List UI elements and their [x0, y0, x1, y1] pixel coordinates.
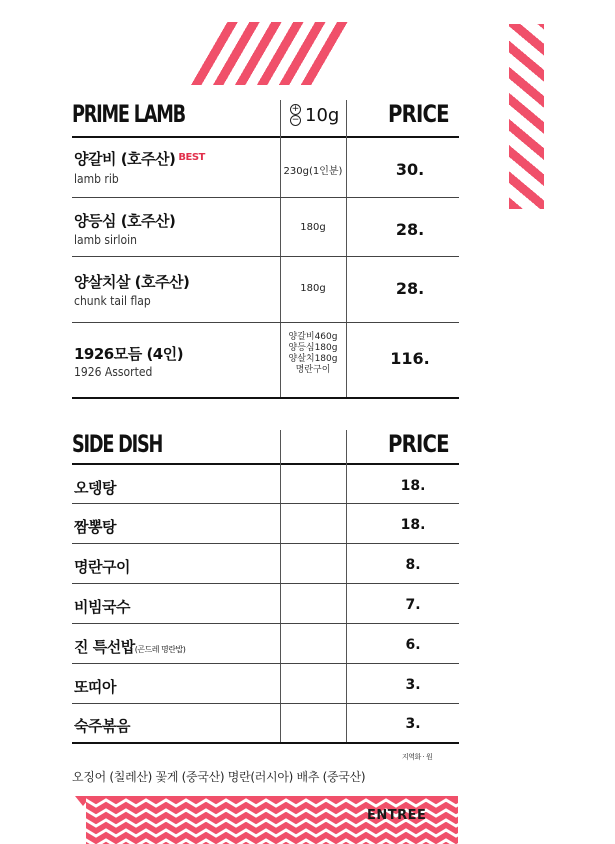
divider	[72, 583, 459, 584]
origin-note-small: 지역화 · 원	[402, 753, 433, 761]
side-item-price: 6.	[405, 637, 421, 653]
menu-item-weight: 230g(1인분)	[283, 166, 343, 177]
weight-line: 양갈비460g	[288, 332, 338, 342]
side-item-name: 명란구이	[74, 558, 130, 576]
section-title-side: SIDE DISH	[72, 430, 163, 458]
footer-label: ENTREE	[367, 808, 427, 823]
divider	[72, 397, 459, 399]
plus-icon: +	[291, 104, 300, 114]
best-badge: BEST	[178, 152, 205, 163]
menu-item-name: 양등심 (호주산)	[74, 212, 176, 230]
divider	[72, 322, 459, 323]
zigzag-line	[86, 830, 458, 836]
divider	[72, 623, 459, 624]
zigzag-line	[86, 840, 458, 844]
side-item-price: 18.	[400, 517, 426, 533]
menu-item-price: 28.	[395, 279, 425, 298]
weight-header	[290, 104, 339, 126]
divider	[72, 503, 459, 504]
side-item-name: 짬뽕탕	[74, 518, 116, 536]
menu-item-weight-list	[280, 332, 346, 376]
divider	[72, 543, 459, 544]
divider	[72, 197, 459, 198]
price-header-lamb: PRICE	[388, 100, 449, 128]
menu-item-english: chunk tail flap	[74, 294, 151, 308]
column-divider	[280, 430, 281, 742]
side-item-price: 3.	[405, 677, 421, 693]
weight-line: 명란구이	[295, 365, 331, 375]
menu-item-price: 28.	[395, 220, 425, 239]
menu-item-name: 1926모듬 (4인)	[74, 345, 184, 363]
menu-item-name: 양갈비 (호주산) $^{BEST}$	[74, 150, 205, 168]
column-divider	[346, 100, 347, 398]
side-item-note: (곤드레 명란밥)	[134, 645, 186, 654]
minus-icon: −	[291, 115, 300, 125]
divider	[72, 463, 459, 465]
menu-item-english: 1926 Assorted	[74, 365, 153, 379]
menu-item-english: lamb rib	[74, 172, 119, 186]
divider	[72, 703, 459, 704]
menu-item-name: 양살치살 (호주산)	[74, 273, 190, 291]
divider	[72, 136, 459, 138]
side-item-name: 숙주볶음	[74, 717, 130, 735]
origin-info: 오징어 (칠레산) 꽃게 (중국산) 명란(러시아) 배추 (중국산)	[72, 770, 366, 784]
side-item-price: 18.	[400, 478, 426, 494]
weight-line: 양살치180g	[288, 354, 338, 364]
side-item-name: 진 특선밥(곤드레 명란밥)	[74, 638, 186, 656]
section-title-lamb: PRIME LAMB	[72, 100, 185, 128]
menu-item-price: 30.	[395, 160, 425, 179]
side-item-name: 오뎅탕	[74, 479, 116, 497]
divider	[72, 742, 459, 744]
side-item-price: 3.	[405, 716, 421, 732]
side-stripe-decoration	[509, 24, 544, 209]
side-item-price: 7.	[405, 597, 421, 613]
price-header-side: PRICE	[388, 430, 449, 458]
column-divider	[346, 430, 347, 742]
menu-item-english: lamb sirloin	[74, 233, 137, 247]
menu-item-price: 116.	[390, 349, 430, 368]
menu-item-weight: 180g	[300, 222, 326, 233]
top-stripe-decoration	[190, 22, 355, 85]
menu-item-weight: 180g	[300, 283, 326, 294]
side-item-name: 비빔국수	[74, 598, 130, 616]
divider	[72, 663, 459, 664]
zigzag-line	[86, 800, 458, 806]
side-item-name: 또띠아	[74, 678, 116, 696]
divider	[72, 256, 459, 257]
side-item-price: 8.	[405, 557, 421, 573]
weight-header-label: 10g	[305, 104, 340, 126]
weight-line: 양등심180g	[288, 343, 338, 353]
